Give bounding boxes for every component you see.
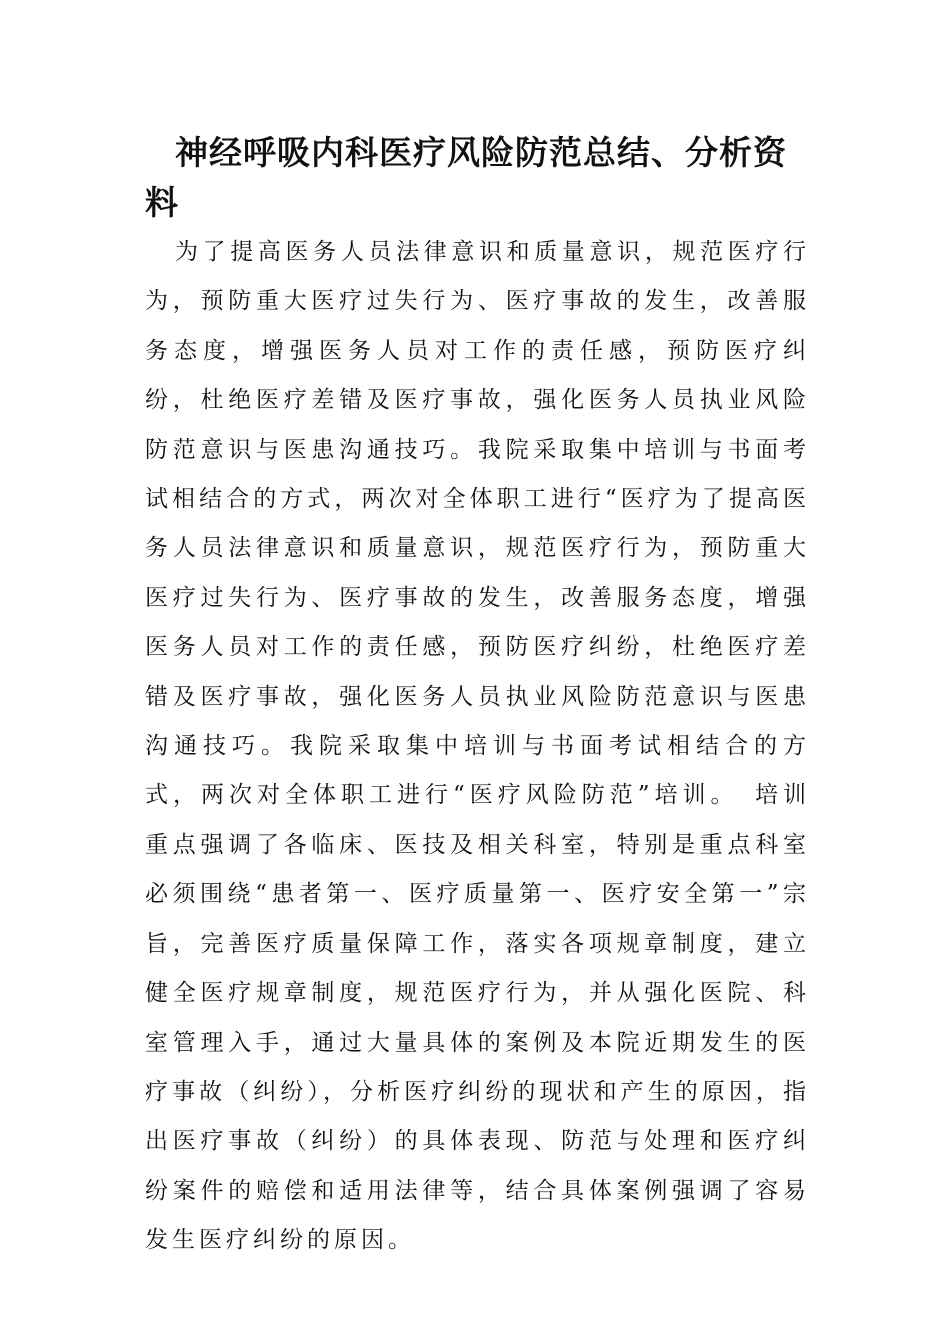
body-paragraph: 为了提高医务人员法律意识和质量意识，规范医疗行为，预防重大医疗过失行为、医疗事故的发生，改善服务态度，增强医务人员对工作的责任感，预防医疗纠纷，杜绝医疗差错及医疗事故，强化医务人员执业风险防范意识与医患沟通技巧。我院采取集中培训与书面考试相结合的方式，两次对全体职工进行“医疗为了提高医务人员法律意识和质量意识，规范医疗行为，预防重大医疗过失行为、医疗事故的发生，改善服务态度，增强医务人员对工作的责任感，预防医疗纠纷，杜绝医疗差错及医疗事故，强化医务人员执业风险防范意识与医患沟通技巧。我院采取集中培训与书面考试相结合的方式，两次对全体职工进行“医疗风险防范”培训。 培训重点强调了各临床、医技及相关科室，特别是重点科室必须围绕“患者第一、医疗质量第一、医疗安全第一”宗旨，完善医疗质量保障工作，落实各项规章制度，建立健全医疗规章制度，规范医疗行为，并从强化医院、科室管理入手，通过大量具体的案例及本院近期发生的医疗事故（纠纷），分析医疗纠纷的现状和产生的原因，指出医疗事故（纠纷）的具体表现、防范与处理和医疗纠纷案件的赔偿和适用法律等，结合具体案例强调了容易发生医疗纠纷的原因。 [145, 239, 810, 1254]
document-title: 神经呼吸内科医疗风险防范总结、分析资料 [145, 133, 787, 222]
